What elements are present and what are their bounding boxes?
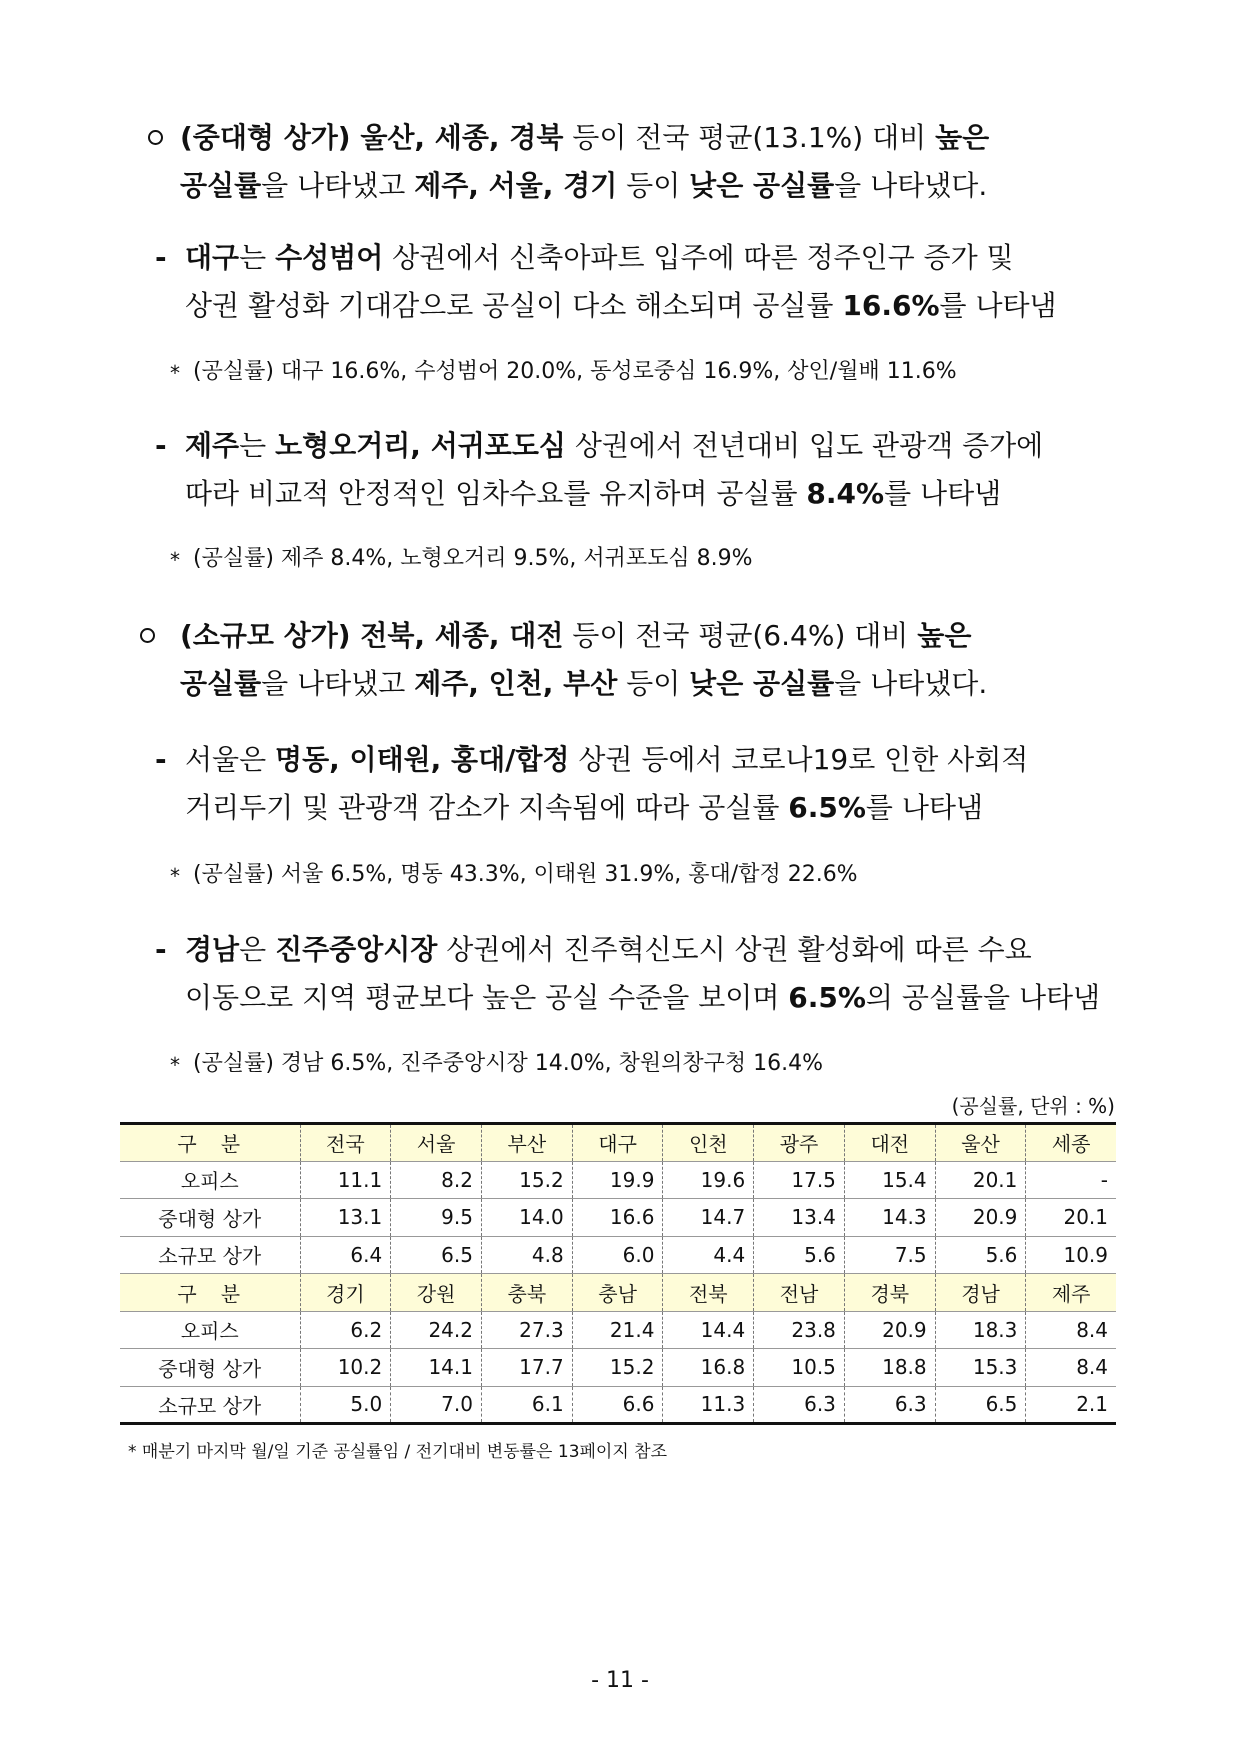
header-cell-region: 인천 — [663, 1124, 754, 1162]
item-2-2-line-2 — [185, 980, 1100, 1016]
text: 의 공실률을 나타냄 — [865, 981, 1101, 1014]
text-bold: 공실률 — [180, 667, 262, 700]
text: 이동으로 지역 평균보다 높은 공실 수준을 보이며 — [185, 981, 789, 1014]
text-bold: 6.5% — [788, 981, 866, 1014]
circle-bullet-icon — [140, 628, 155, 643]
table-cell: 6.2 — [300, 1311, 391, 1349]
table-cell: 15.2 — [572, 1349, 663, 1387]
item-1-2-note: (공실률) 제주 8.4%, 노형오거리 9.5%, 서귀포도심 8.9% — [193, 546, 753, 571]
header-cell-region: 경기 — [300, 1274, 391, 1312]
table-cell: 10.9 — [1026, 1236, 1116, 1274]
table-row — [120, 1199, 1116, 1237]
table-cell: 11.1 — [300, 1161, 391, 1199]
text: 을 나타냈다. — [834, 169, 988, 202]
table-row — [120, 1236, 1116, 1274]
table-cell: 18.3 — [935, 1311, 1026, 1349]
item-2-1-line-1 — [185, 742, 1028, 778]
text: 를 나타냄 — [865, 791, 984, 824]
section-2-line-1 — [180, 618, 971, 654]
table-cell: 4.8 — [481, 1236, 572, 1274]
table-cell: 8.4 — [1026, 1349, 1116, 1387]
text: 서울은 — [185, 743, 276, 776]
asterisk-marker: * — [170, 864, 180, 888]
text-bold: 낮은 공실률 — [689, 169, 835, 202]
header-cell-region: 경북 — [844, 1274, 935, 1312]
dash-bullet: - — [155, 241, 167, 274]
text-bold: 6.5% — [788, 791, 866, 824]
table-cell: 6.3 — [844, 1386, 935, 1424]
table-cell: 6.0 — [572, 1236, 663, 1274]
table-cell: 5.6 — [754, 1236, 845, 1274]
table-cell: 6.6 — [572, 1386, 663, 1424]
table-cell: 19.6 — [663, 1161, 754, 1199]
text-bold: 제주 — [185, 429, 240, 462]
text: 는 — [239, 429, 276, 462]
text-bold: (소규모 상가) 전북, 세종, 대전 — [180, 619, 564, 652]
row-label: 오피스 — [120, 1161, 300, 1199]
table-cell: 14.3 — [844, 1199, 935, 1237]
text-bold: 공실률 — [180, 169, 262, 202]
header-cell-region: 전북 — [663, 1274, 754, 1312]
table-cell: 16.8 — [663, 1349, 754, 1387]
text: 상권에서 신축아파트 입주에 따른 정주인구 증가 및 — [383, 241, 1014, 274]
table-cell: 6.3 — [754, 1386, 845, 1424]
table-cell: 8.4 — [1026, 1311, 1116, 1349]
table-cell: 5.0 — [300, 1386, 391, 1424]
table-cell: 24.2 — [391, 1311, 482, 1349]
text: 등이 전국 평균(13.1%) 대비 — [563, 121, 936, 154]
item-2-1-line-2 — [185, 790, 983, 826]
header-cell-region: 대구 — [572, 1124, 663, 1162]
header-cell-region: 부산 — [481, 1124, 572, 1162]
table-cell: 17.7 — [481, 1349, 572, 1387]
text-bold: (중대형 상가) 울산, 세종, 경북 — [180, 121, 564, 154]
table-row — [120, 1386, 1116, 1424]
asterisk-marker: * — [170, 548, 180, 572]
table-cell: 16.6 — [572, 1199, 663, 1237]
header-cell-region: 강원 — [391, 1274, 482, 1312]
table-row — [120, 1349, 1116, 1387]
table-header-row — [120, 1124, 1116, 1162]
table-cell: 7.5 — [844, 1236, 935, 1274]
item-1-1-line-2 — [185, 288, 1057, 324]
dash-bullet: - — [155, 933, 167, 966]
section-1-line-1 — [180, 120, 989, 156]
header-cell-region: 전남 — [754, 1274, 845, 1312]
text-bold: 대구 — [185, 241, 240, 274]
asterisk-marker: * — [170, 1053, 180, 1077]
table-cell: 4.4 — [663, 1236, 754, 1274]
table-cell: 6.5 — [935, 1386, 1026, 1424]
page-number: - 11 - — [591, 1668, 649, 1693]
text-bold: 높은 — [935, 121, 990, 154]
header-cell-region: 충남 — [572, 1274, 663, 1312]
table-footnote: * 매분기 마지막 월/일 기준 공실률임 / 전기대비 변동률은 13페이지 참조 — [128, 1442, 668, 1462]
header-cell-label: 구분 — [120, 1274, 300, 1312]
table-cell: 11.3 — [663, 1386, 754, 1424]
section-1-line-2 — [180, 168, 987, 204]
table-cell: 18.8 — [844, 1349, 935, 1387]
header-cell-region: 제주 — [1026, 1274, 1116, 1312]
table-cell: 15.4 — [844, 1161, 935, 1199]
item-1-1-line-1 — [185, 240, 1014, 276]
text: 상권에서 전년대비 입도 관광객 증가에 — [565, 429, 1044, 462]
text: 상권에서 진주혁신도시 상권 활성화에 따른 수요 — [437, 933, 1032, 966]
text: 을 나타냈고 — [261, 667, 415, 700]
text-bold: 경남 — [185, 933, 240, 966]
table-cell: 23.8 — [754, 1311, 845, 1349]
table-header-row — [120, 1274, 1116, 1312]
table-cell: 8.2 — [391, 1161, 482, 1199]
table-cell: 6.5 — [391, 1236, 482, 1274]
table-cell: 13.4 — [754, 1199, 845, 1237]
text-bold: 낮은 공실률 — [689, 667, 835, 700]
header-cell-region: 광주 — [754, 1124, 845, 1162]
table-cell: 17.5 — [754, 1161, 845, 1199]
text: 은 — [239, 933, 276, 966]
table-cell: 14.0 — [481, 1199, 572, 1237]
table-cell: 27.3 — [481, 1311, 572, 1349]
item-2-2-line-1 — [185, 932, 1032, 968]
table-cell: 7.0 — [391, 1386, 482, 1424]
header-cell-region: 전국 — [300, 1124, 391, 1162]
text: 등이 — [617, 667, 690, 700]
text-bold: 16.6% — [842, 289, 940, 322]
header-cell-region: 울산 — [935, 1124, 1026, 1162]
table-cell: 14.7 — [663, 1199, 754, 1237]
header-cell-region: 경남 — [935, 1274, 1026, 1312]
table-cell: 6.1 — [481, 1386, 572, 1424]
table-row — [120, 1161, 1116, 1199]
text-bold: 높은 — [917, 619, 972, 652]
text: 을 나타냈다. — [834, 667, 988, 700]
item-1-2-line-2 — [185, 476, 1001, 512]
table-row — [120, 1311, 1116, 1349]
row-label: 소규모 상가 — [120, 1386, 300, 1424]
section-2-line-2 — [180, 666, 987, 702]
table-cell: 10.5 — [754, 1349, 845, 1387]
text: 상권 등에서 코로나19로 인한 사회적 — [569, 743, 1029, 776]
row-label: 중대형 상가 — [120, 1349, 300, 1387]
vacancy-rate-table — [120, 1122, 1116, 1425]
table-cell: 20.9 — [935, 1199, 1026, 1237]
text: 거리두기 및 관광객 감소가 지속됨에 따라 공실률 — [185, 791, 789, 824]
circle-bullet-icon — [148, 130, 163, 145]
text-bold: 명동, 이태원, 홍대/합정 — [275, 743, 570, 776]
header-cell-region: 충북 — [481, 1274, 572, 1312]
header-cell-label: 구분 — [120, 1124, 300, 1162]
text-bold: 노형오거리, 서귀포도심 — [275, 429, 566, 462]
item-1-1-note: (공실률) 대구 16.6%, 수성범어 20.0%, 동성로중심 16.9%, 상인/월배 11.6% — [193, 359, 957, 384]
dash-bullet: - — [155, 743, 167, 776]
text-bold: 8.4% — [806, 477, 885, 510]
table-cell: 20.1 — [935, 1161, 1026, 1199]
table-cell: 15.2 — [481, 1161, 572, 1199]
table-unit-label: (공실률, 단위 : %) — [951, 1094, 1115, 1118]
row-label: 중대형 상가 — [120, 1199, 300, 1237]
row-label: 소규모 상가 — [120, 1236, 300, 1274]
table-cell: 14.1 — [391, 1349, 482, 1387]
text-bold: 제주, 인천, 부산 — [414, 667, 618, 700]
text-bold: 진주중앙시장 — [275, 933, 438, 966]
header-cell-region: 세종 — [1026, 1124, 1116, 1162]
text: 를 나타냄 — [939, 289, 1057, 322]
table-cell: 19.9 — [572, 1161, 663, 1199]
table-cell: 2.1 — [1026, 1386, 1116, 1424]
item-2-2-note: (공실률) 경남 6.5%, 진주중앙시장 14.0%, 창원의창구청 16.4% — [193, 1051, 824, 1076]
header-cell-region: 대전 — [844, 1124, 935, 1162]
table-cell: 10.2 — [300, 1349, 391, 1387]
text: 는 — [239, 241, 276, 274]
text: 따라 비교적 안정적인 임차수요를 유지하며 공실률 — [185, 477, 807, 510]
table-cell: 6.4 — [300, 1236, 391, 1274]
text-bold: 제주, 서울, 경기 — [414, 169, 618, 202]
text: 상권 활성화 기대감으로 공실이 다소 해소되며 공실률 — [185, 289, 843, 322]
table-cell: 14.4 — [663, 1311, 754, 1349]
asterisk-marker: * — [170, 361, 180, 385]
text: 등이 전국 평균(6.4%) 대비 — [563, 619, 918, 652]
dash-bullet: - — [155, 429, 167, 462]
text: 등이 — [617, 169, 690, 202]
text-bold: 수성범어 — [275, 241, 384, 274]
row-label: 오피스 — [120, 1311, 300, 1349]
table-cell: 13.1 — [300, 1199, 391, 1237]
table-cell: 20.9 — [844, 1311, 935, 1349]
table-cell: 9.5 — [391, 1199, 482, 1237]
table-cell: 5.6 — [935, 1236, 1026, 1274]
table-cell: - — [1026, 1161, 1116, 1199]
header-cell-region: 서울 — [391, 1124, 482, 1162]
table-cell: 21.4 — [572, 1311, 663, 1349]
text: 을 나타냈고 — [261, 169, 415, 202]
table-cell: 20.1 — [1026, 1199, 1116, 1237]
item-1-2-line-1 — [185, 428, 1043, 464]
item-2-1-note: (공실률) 서울 6.5%, 명동 43.3%, 이태원 31.9%, 홍대/합정 22.6% — [193, 862, 858, 887]
table-cell: 15.3 — [935, 1349, 1026, 1387]
text: 를 나타냄 — [884, 477, 1002, 510]
